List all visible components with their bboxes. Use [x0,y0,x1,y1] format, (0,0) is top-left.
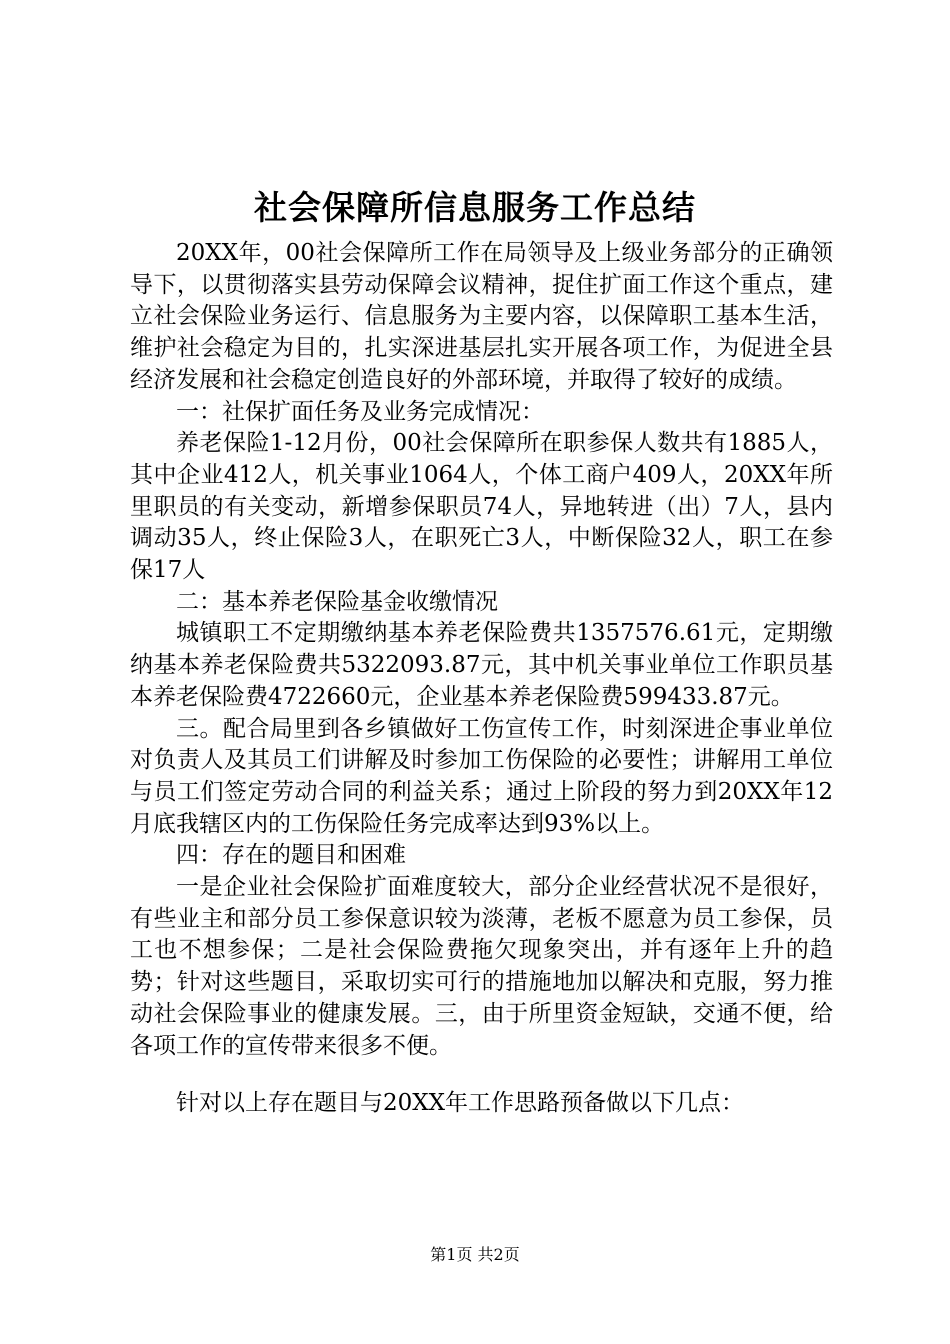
document-body [130,238,833,1120]
section-heading-2: 二：基本养老保险基金收缴情况 [176,588,498,615]
paragraph-intro: 20XX年，00社会保障所工作在局领导及上级业务部分的正确领导下，以贯彻落实县劳动保障会议精神，捉住扩面工作这个重点，建立社会保险业务运行、信息服务为主要内容，以保障职工基本生活，维护社会稳定为目的，扎实深进基层扎实开展各项工作，为促进全县经济发展和社会稳定创造良好的外部环境，并取得了较好的成绩。 [130,240,833,393]
page-number: 第1页 共2页 [430,1245,520,1264]
paragraph-fund-collection: 城镇职工不定期缴纳基本养老保险费共1357576.61元，定期缴纳基本养老保险费共5322093.87元，其中机关事业单位工作职员基本养老保险费4722660元，企业基本养老保险费599433.87元。 [130,620,833,710]
section-heading-4: 四：存在的题目和困难 [176,842,406,869]
document-title: 社会保障所信息服务工作总结 [254,188,696,227]
paragraph-pension-insurance: 养老保险1-12月份，00社会保障所在职参保人数共有1885人，其中企业412人，机关事业1064人，个体工商户409人，20XX年所里职员的有关变动，新增参保职员74人，异地转进（出）7人，县内调动35人，终止保险3人，在职死亡3人，中断保险32人，职工在参保17人 [130,430,833,584]
section-heading-1: 一：社保扩面任务及业务完成情况： [176,398,544,425]
paragraph-problems: 一是企业社会保险扩面难度较大，部分企业经营状况不是很好，有些业主和部分员工参保意识较为淡薄，老板不愿意为员工参保，员工也不想参保；二是社会保险费拖欠现象突出，并有逐年上升的趋势；针对这些题目，采取切实可行的措施地加以解决和克服，努力推动社会保险事业的健康发展。三，由于所里资金短缺，交通不便，给各项工作的宣传带来很多不便。 [130,874,833,1059]
paragraph-injury-insurance: 三。配合局里到各乡镇做好工伤宣传工作，时刻深进企事业单位对负责人及其员工们讲解及时参加工伤保险的必要性；讲解用工单位与员工们签定劳动合同的利益关系；通过上阶段的努力到20XX年12月底我辖区内的工伤保险任务完成率达到93%以上。 [130,715,833,837]
paragraph-next-steps: 针对以上存在题目与20XX年工作思路预备做以下几点： [176,1090,745,1117]
